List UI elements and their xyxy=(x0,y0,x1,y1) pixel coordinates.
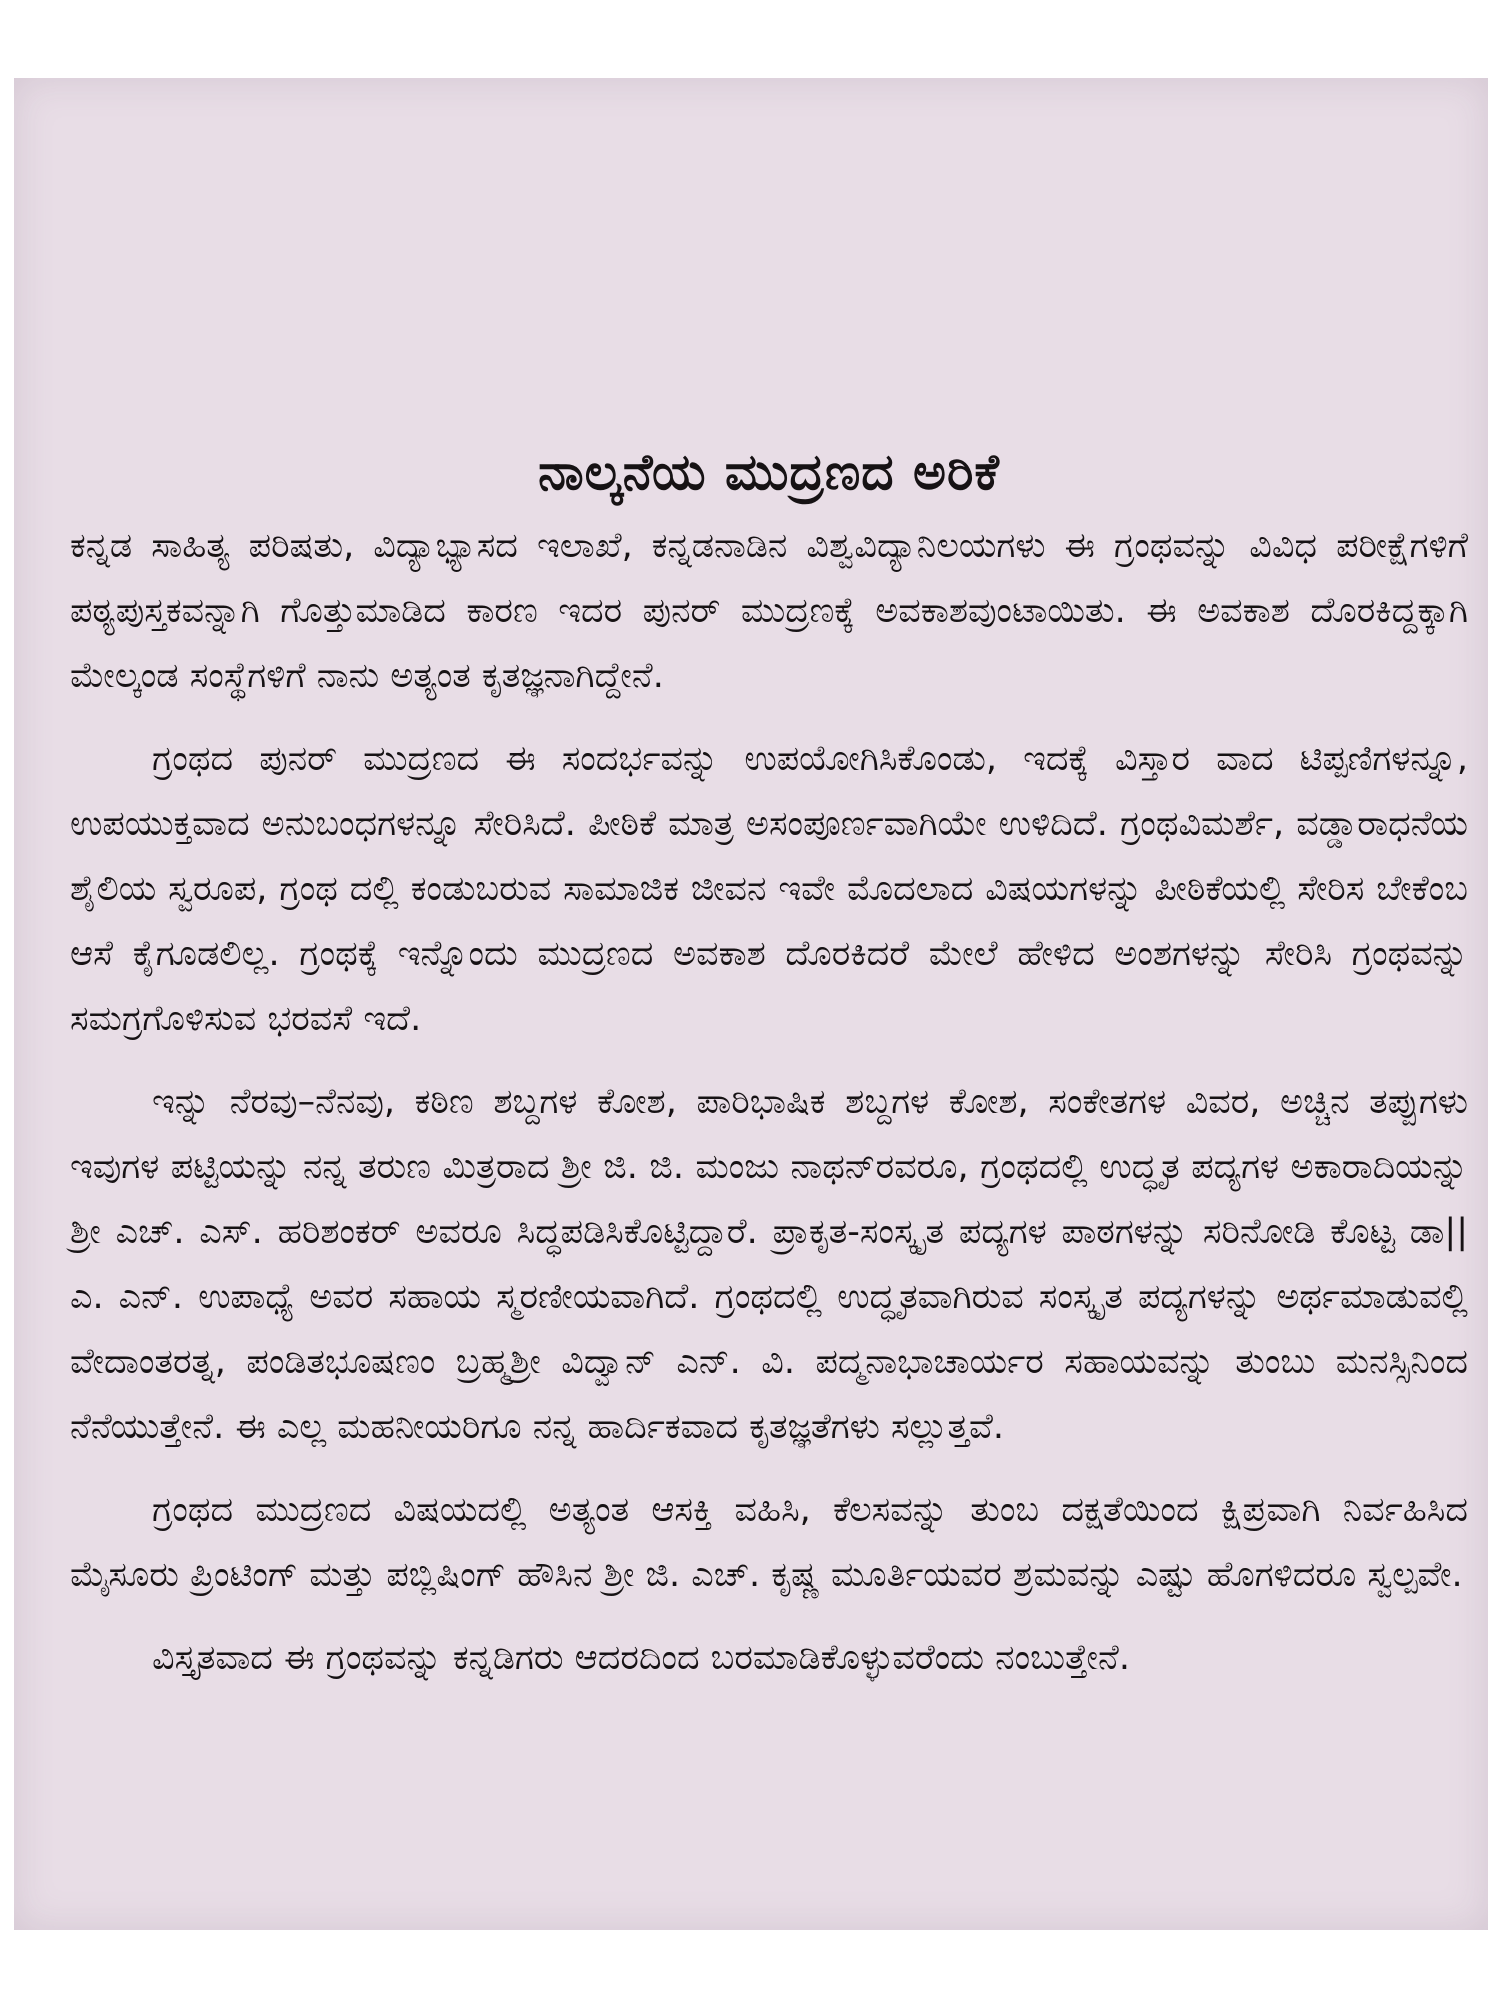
paragraph-2: ಗ್ರಂಥದ ಪುನರ್ ಮುದ್ರಣದ ಈ ಸಂದರ್ಭವನ್ನು ಉಪಯೋಗಿಸಿಕೊಂಡು, ಇದಕ್ಕೆ ವಿಸ್ತಾರ ವಾದ ಟಿಪ್ಪಣಿಗಳನ್ನೂ, ಉಪಯುಕ್ತವಾದ ಅನುಬಂಧಗಳನ್ನೂ ಸೇರಿಸಿದೆ. ಪೀಠಿಕೆ ಮಾತ್ರ ಅಸಂಪೂರ್ಣವಾಗಿಯೇ ಉಳಿದಿದೆ. ಗ್ರಂಥವಿಮರ್ಶೆ, ವಡ್ಡಾರಾಧನೆಯ ಶೈಲಿಯ ಸ್ವರೂಪ, ಗ್ರಂಥ ದಲ್ಲಿ ಕಂಡುಬರುವ ಸಾಮಾಜಿಕ ಜೀವನ ಇವೇ ಮೊದಲಾದ ವಿಷಯಗಳನ್ನು ಪೀಠಿಕೆಯಲ್ಲಿ ಸೇರಿಸ ಬೇಕೆಂಬ ಆಸೆ ಕೈಗೂಡಲಿಲ್ಲ. ಗ್ರಂಥಕ್ಕೆ ಇನ್ನೊಂದು ಮುದ್ರಣದ ಅವಕಾಶ ದೊರಕಿದರೆ ಮೇಲೆ ಹೇಳಿದ ಅಂಶಗಳನ್ನು ಸೇರಿಸಿ ಗ್ರಂಥವನ್ನು ಸಮಗ್ರಗೊಳಿಸುವ ಭರವಸೆ ಇದೆ. xyxy=(70,739,1468,1039)
paragraph-5: ವಿಸ್ತೃತವಾದ ಈ ಗ್ರಂಥವನ್ನು ಕನ್ನಡಿಗರು ಆದರದಿಂದ ಬರಮಾಡಿಕೊಳ್ಳುವರೆಂದು ನಂಬುತ್ತೇನೆ. xyxy=(152,1638,1130,1678)
page-content xyxy=(70,440,1468,1691)
paragraph-4: ಗ್ರಂಥದ ಮುದ್ರಣದ ವಿಷಯದಲ್ಲಿ ಅತ್ಯಂತ ಆಸಕ್ತಿ ವಹಿಸಿ, ಕೆಲಸವನ್ನು ತುಂಬ ದಕ್ಷತೆಯಿಂದ ಕ್ಷಿಪ್ರವಾಗಿ ನಿರ್ವಹಿಸಿದ ಮೈಸೂರು ಪ್ರಿಂಟಿಂಗ್ ಮತ್ತು ಪಬ್ಲಿಷಿಂಗ್ ಹೌಸಿನ ಶ್ರೀ ಜಿ. ಎಚ್. ಕೃಷ್ಣ ಮೂರ್ತಿಯವರ ಶ್ರಮವನ್ನು ಎಷ್ಟು ಹೊಗಳಿದರೂ ಸ್ವಲ್ಪವೇ. xyxy=(70,1490,1468,1595)
paragraph-3: ಇನ್ನು ನೆರವು–ನೆನವು, ಕಠಿಣ ಶಬ್ದಗಳ ಕೋಶ, ಪಾರಿಭಾಷಿಕ ಶಬ್ದಗಳ ಕೋಶ, ಸಂಕೇತಗಳ ವಿವರ, ಅಚ್ಚಿನ ತಪ್ಪುಗಳು ಇವುಗಳ ಪಟ್ಟಿಯನ್ನು ನನ್ನ ತರುಣ ಮಿತ್ರರಾದ ಶ್ರೀ ಜಿ. ಜಿ. ಮಂಜು ನಾಥನ್‌ರವರೂ, ಗ್ರಂಥದಲ್ಲಿ ಉದ್ಧೃತ ಪದ್ಯಗಳ ಅಕಾರಾದಿಯನ್ನು ಶ್ರೀ ಎಚ್. ಎಸ್. ಹರಿಶಂಕರ್ ಅವರೂ ಸಿದ್ಧಪಡಿಸಿಕೊಟ್ಟಿದ್ದಾರೆ. ಪ್ರಾಕೃತ-ಸಂಸ್ಕೃತ ಪದ್ಯಗಳ ಪಾಠಗಳನ್ನು ಸರಿನೋಡಿ ಕೊಟ್ಟ ಡಾ|| ಎ. ಎನ್. ಉಪಾಧ್ಯೆ ಅವರ ಸಹಾಯ ಸ್ಮರಣೀಯವಾಗಿದೆ. ಗ್ರಂಥದಲ್ಲಿ ಉದ್ಧೃತವಾಗಿರುವ ಸಂಸ್ಕೃತ ಪದ್ಯಗಳನ್ನು ಅರ್ಥಮಾಡುವಲ್ಲಿ ವೇದಾಂತರತ್ನ, ಪಂಡಿತಭೂಷಣಂ ಬ್ರಹ್ಮಶ್ರೀ ವಿದ್ವಾನ್ ಎನ್. ವಿ. ಪದ್ಮನಾಭಾಚಾರ್ಯರ ಸಹಾಯವನ್ನು ತುಂಬು ಮನಸ್ಸಿನಿಂದ ನೆನೆಯುತ್ತೇನೆ. ಈ ಎಲ್ಲ ಮಹನೀಯರಿಗೂ ನನ್ನ ಹಾರ್ದಿಕವಾದ ಕೃತಜ್ಞತೆಗಳು ಸಲ್ಲುತ್ತವೆ. xyxy=(70,1082,1468,1447)
paragraph-1: ಕನ್ನಡ ಸಾಹಿತ್ಯ ಪರಿಷತು, ವಿದ್ಯಾಭ್ಯಾಸದ ಇಲಾಖೆ, ಕನ್ನಡನಾಡಿನ ವಿಶ್ವವಿದ್ಯಾನಿಲಯಗಳು ಈ ಗ್ರಂಥವನ್ನು ವಿವಿಧ ಪರೀಕ್ಷೆಗಳಿಗೆ ಪಠ್ಯಪುಸ್ತಕವನ್ನಾಗಿ ಗೊತ್ತುಮಾಡಿದ ಕಾರಣ ಇದರ ಪುನರ್ ಮುದ್ರಣಕ್ಕೆ ಅವಕಾಶವುಂಟಾಯಿತು. ಈ ಅವಕಾಶ ದೊರಕಿದ್ದಕ್ಕಾಗಿ ಮೇಲ್ಕಂಡ ಸಂಸ್ಥೆಗಳಿಗೆ ನಾನು ಅತ್ಯಂತ ಕೃತಜ್ಞನಾಗಿದ್ದೇನೆ. xyxy=(70,526,1468,696)
page-title: ನಾಲ್ಕನೆಯ ಮುದ್ರಣದ ಅರಿಕೆ xyxy=(538,443,1000,501)
scanned-page xyxy=(14,78,1488,1930)
